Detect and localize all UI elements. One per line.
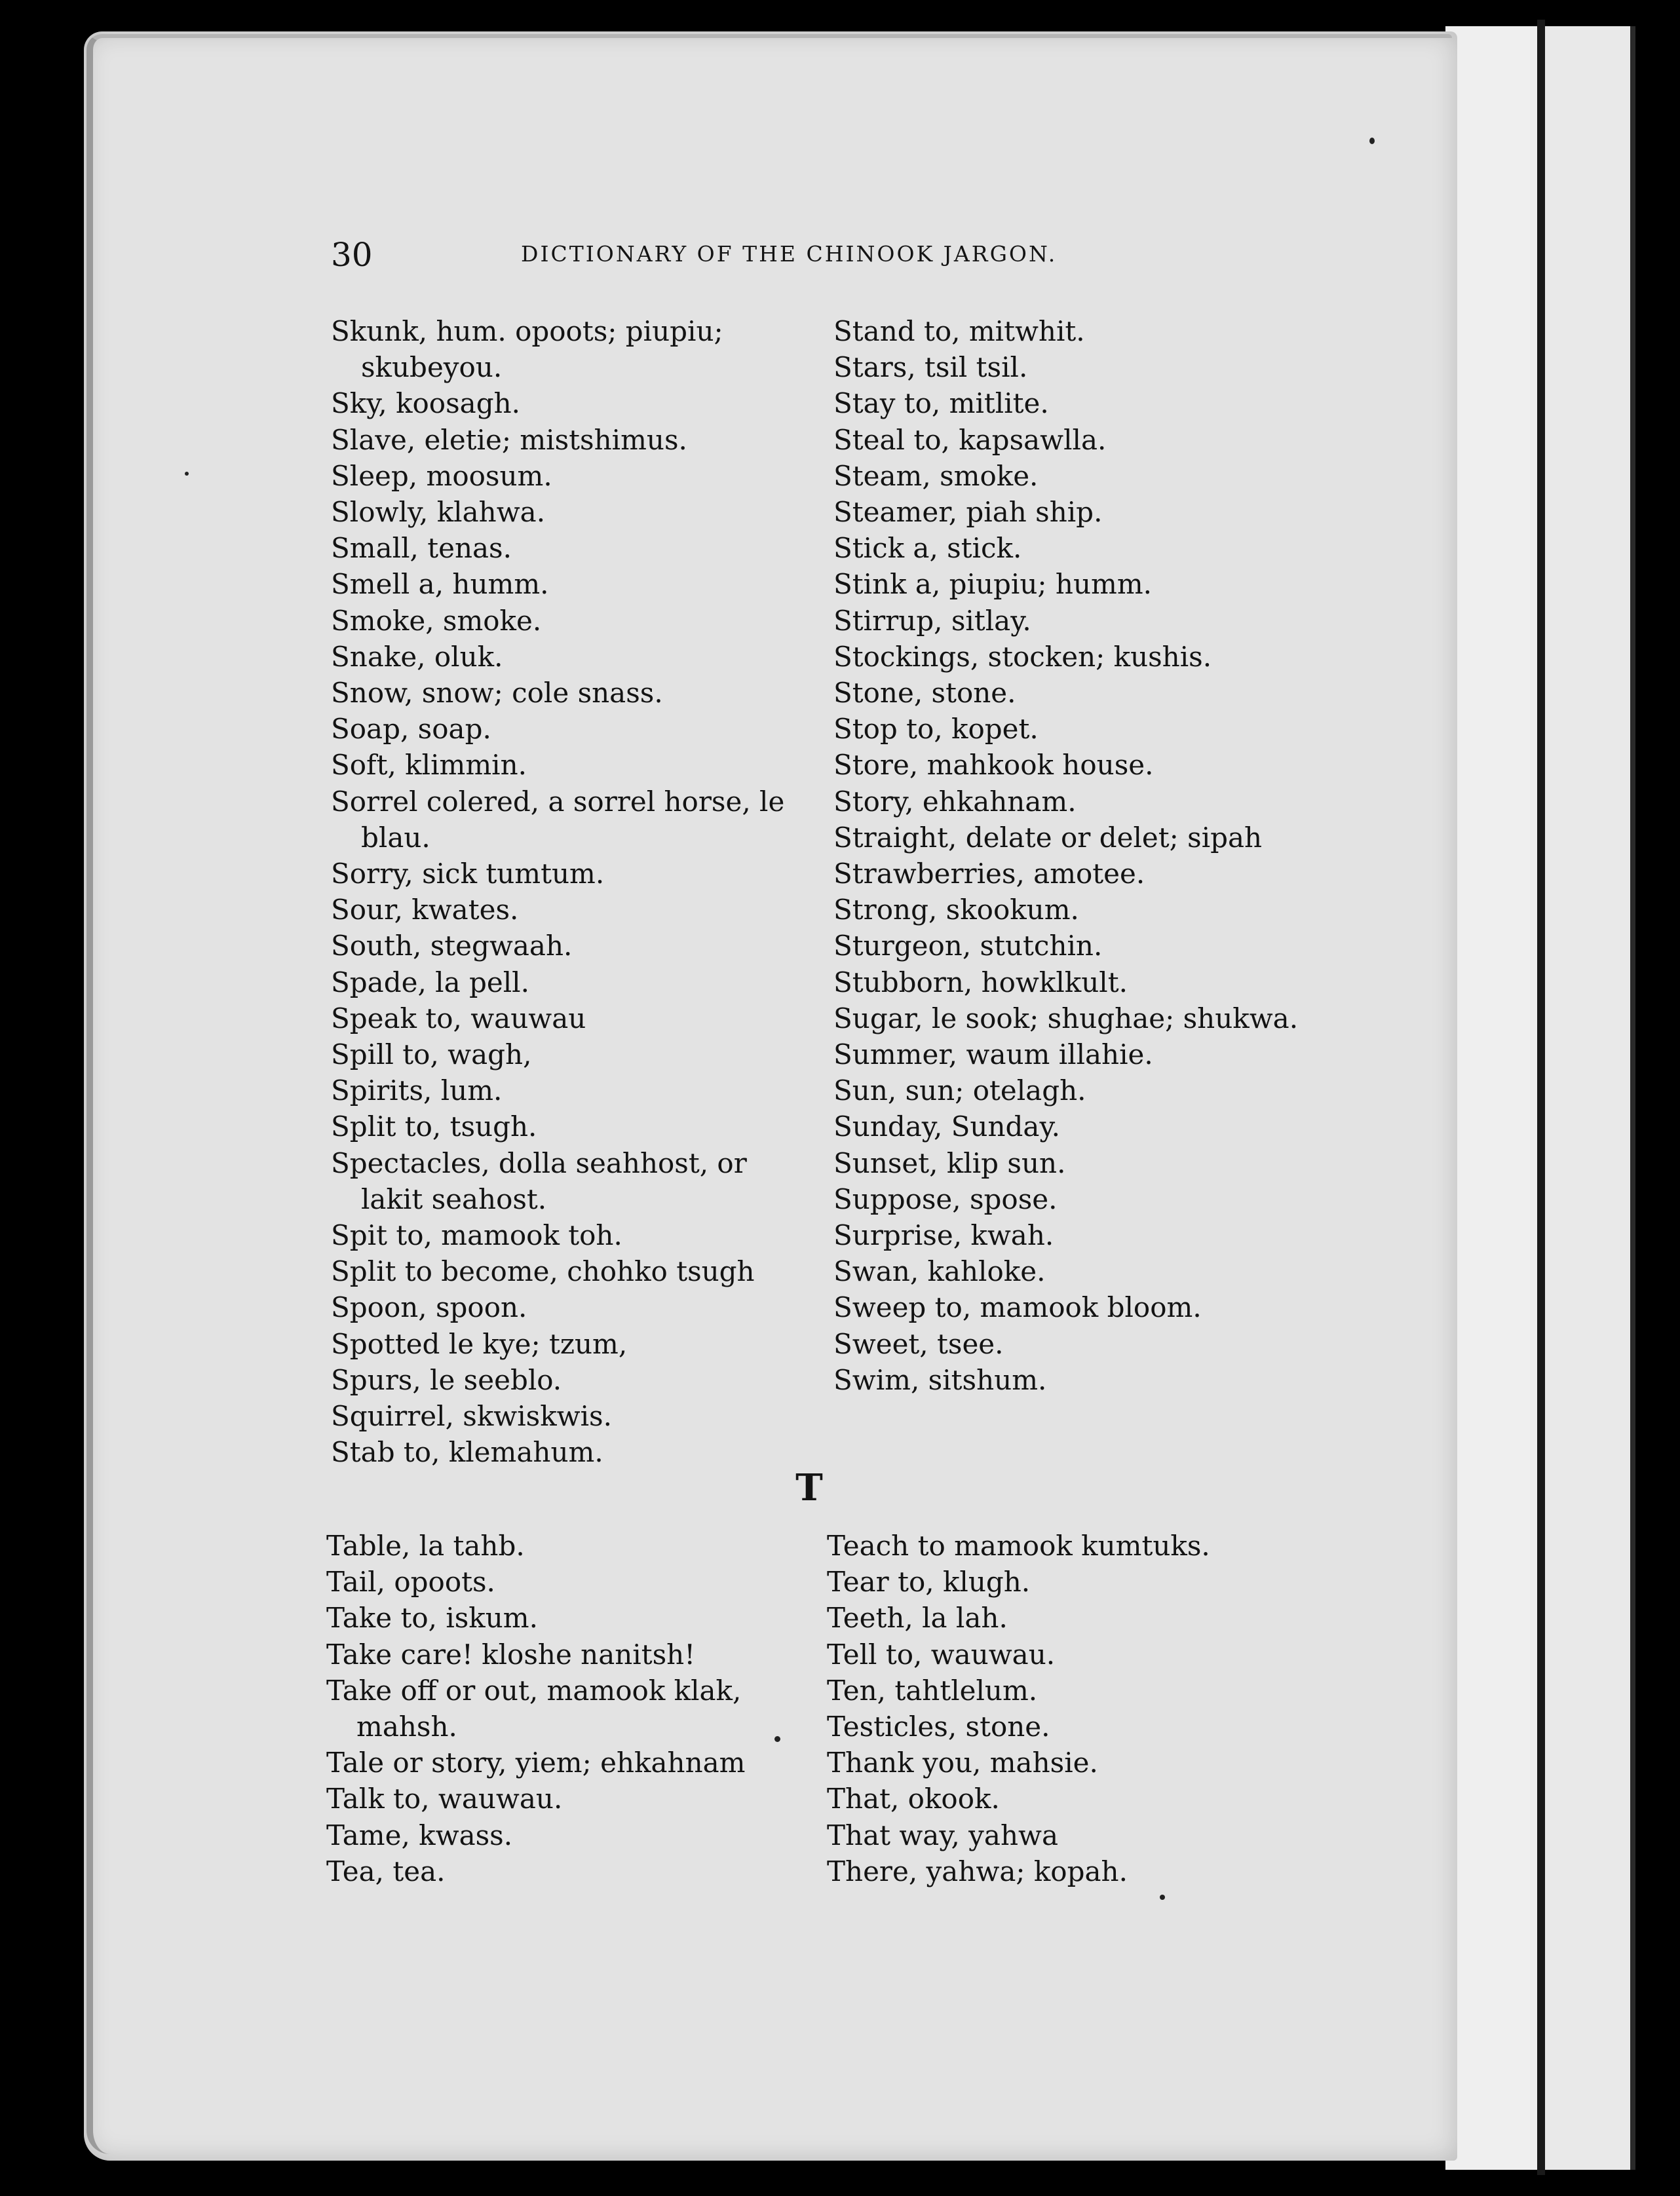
dictionary-entry: Sky, koosagh.	[331, 387, 520, 420]
dictionary-entry: Teach to mamook kumtuks.	[827, 1530, 1210, 1562]
dictionary-entry: Snake, oluk.	[331, 640, 503, 673]
dictionary-entry: Small, tenas.	[331, 532, 512, 565]
dictionary-entry: Snow, snow; cole snass.	[331, 677, 663, 710]
dictionary-entry: Stubborn, howklkult.	[833, 966, 1128, 998]
section-letter-t: T	[795, 1466, 823, 1509]
page-header	[331, 236, 1156, 282]
dictionary-entry: Smoke, smoke.	[331, 604, 542, 637]
dictionary-entry: Sturgeon, stutchin.	[833, 930, 1103, 962]
dictionary-entry: Take off or out, mamook klak, mahsh.	[326, 1674, 742, 1743]
dictionary-entry: Testicles, stone.	[827, 1711, 1050, 1743]
section-s-right-column	[833, 313, 1318, 1398]
binding-margin-outer	[1545, 26, 1635, 2170]
dictionary-entry: Straight, delate or delet; sipah	[833, 821, 1263, 854]
dictionary-entry: Steam, smoke.	[833, 459, 1039, 492]
dictionary-entry: Tale or story, yiem; ehkahnam	[326, 1747, 746, 1779]
ink-speck	[185, 472, 189, 476]
dictionary-entry: Spit to, mamook toh.	[331, 1219, 622, 1252]
dictionary-entry: Stop to, kopet.	[833, 713, 1039, 746]
dictionary-entry: Soft, klimmin.	[331, 749, 527, 782]
dictionary-entry: Sun, sun; otelagh.	[833, 1074, 1086, 1107]
dictionary-entry: Steal to, kapsawlla.	[833, 423, 1107, 456]
dictionary-entry: Tea, tea.	[326, 1855, 446, 1887]
dictionary-entry: Take to, iskum.	[326, 1602, 538, 1635]
dictionary-entry: Slave, eletie; mistshimus.	[331, 423, 687, 456]
dictionary-entry: Teeth, la lah.	[827, 1602, 1008, 1635]
dictionary-entry: There, yahwa; kopah.	[827, 1855, 1128, 1887]
dictionary-entry: Stay to, mitlite.	[833, 387, 1049, 420]
dictionary-entry: Stand to, mitwhit.	[833, 315, 1085, 347]
ink-speck	[1160, 1895, 1165, 1900]
dictionary-entry: Soap, soap.	[331, 713, 491, 746]
dictionary-entry: Sleep, moosum.	[331, 459, 552, 492]
dictionary-entry: Ten, tahtlelum.	[827, 1674, 1038, 1707]
dictionary-entry: Stick a, stick.	[833, 532, 1022, 565]
section-t-right-column	[827, 1528, 1325, 1889]
dictionary-entry: Spotted le kye; tzum,	[331, 1327, 628, 1360]
dictionary-entry: Steamer, piah ship.	[833, 496, 1103, 529]
dictionary-entry: Swan, kahloke.	[833, 1255, 1046, 1288]
dictionary-entry: Split to become, chohko tsugh	[331, 1255, 755, 1288]
dictionary-entry: Sunset, klip sun.	[833, 1146, 1066, 1179]
dictionary-entry: Stockings, stocken; kushis.	[833, 640, 1212, 673]
dictionary-entry: Surprise, kwah.	[833, 1219, 1054, 1252]
binding-edge-line	[1537, 20, 1545, 2175]
dictionary-entry: Take care! kloshe nanitsh!	[326, 1638, 696, 1671]
dictionary-entry: Split to, tsugh.	[331, 1110, 537, 1143]
dictionary-entry: Spurs, le seeblo.	[331, 1363, 562, 1396]
dictionary-entry: Strong, skookum.	[833, 894, 1079, 926]
dictionary-entry: Tame, kwass.	[326, 1819, 513, 1851]
dictionary-entry: Sunday, Sunday.	[833, 1110, 1060, 1143]
dictionary-entry: Swim, sitshum.	[833, 1363, 1047, 1396]
dictionary-entry: That, okook.	[827, 1783, 1000, 1815]
dictionary-entry: Squirrel, skwiskwis.	[331, 1400, 612, 1433]
dictionary-entry: Tell to, wauwau.	[827, 1638, 1056, 1671]
dictionary-entry: Tail, opoots.	[326, 1566, 495, 1599]
dictionary-entry: Suppose, spose.	[833, 1183, 1058, 1215]
section-t-left-column	[326, 1528, 824, 1889]
binding-margin	[1445, 26, 1541, 2170]
dictionary-entry: Spectacles, dolla seahhost, or lakit seahost.	[331, 1146, 747, 1215]
dictionary-entry: Sweet, tsee.	[833, 1327, 1004, 1360]
running-head: DICTIONARY OF THE CHINOOK JARGON.	[521, 241, 1058, 267]
dictionary-entry: That way, yahwa	[827, 1819, 1058, 1851]
dictionary-entry: Tear to, klugh.	[827, 1566, 1031, 1599]
dictionary-entry: Stink a, piupiu; humm.	[833, 568, 1153, 601]
dictionary-entry: Sugar, le sook; shughae; shukwa.	[833, 1002, 1299, 1034]
dictionary-entry: Story, ehkahnam.	[833, 785, 1077, 818]
page-number: 30	[331, 236, 373, 274]
dictionary-entry: Stone, stone.	[833, 677, 1016, 710]
dictionary-entry: Spoon, spoon.	[331, 1291, 527, 1324]
dictionary-entry: Slowly, klahwa.	[331, 496, 546, 529]
ink-speck	[1369, 138, 1375, 144]
dictionary-entry: Store, mahkook house.	[833, 749, 1154, 782]
dictionary-entry: Speak to, wauwau	[331, 1002, 586, 1034]
dictionary-entry: Sweep to, mamook bloom.	[833, 1291, 1202, 1324]
dictionary-entry: Stirrup, sitlay.	[833, 604, 1031, 637]
dictionary-entry: Strawberries, amotee.	[833, 858, 1145, 890]
dictionary-entry: Stab to, klemahum.	[331, 1436, 603, 1469]
ink-speck	[774, 1736, 780, 1742]
section-s-left-column	[331, 313, 816, 1471]
dictionary-entry: South, stegwaah.	[331, 930, 573, 962]
dictionary-entry: Sorrel colered, a sorrel horse, le blau.	[331, 785, 785, 854]
dictionary-entry: Spirits, lum.	[331, 1074, 503, 1107]
dictionary-entry: Spill to, wagh,	[331, 1038, 532, 1071]
dictionary-entry: Table, la tahb.	[326, 1530, 525, 1562]
dictionary-entry: Thank you, mahsie.	[827, 1747, 1098, 1779]
dictionary-entry: Spade, la pell.	[331, 966, 529, 998]
dictionary-entry: Summer, waum illahie.	[833, 1038, 1153, 1071]
dictionary-entry: Skunk, hum. opoots; piupiu; skubeyou.	[331, 315, 723, 384]
dictionary-entry: Smell a, humm.	[331, 568, 549, 601]
dictionary-entry: Sour, kwates.	[331, 894, 519, 926]
dictionary-entry: Talk to, wauwau.	[326, 1783, 563, 1815]
dictionary-entry: Stars, tsil tsil.	[833, 351, 1028, 384]
dictionary-entry: Sorry, sick tumtum.	[331, 858, 605, 890]
